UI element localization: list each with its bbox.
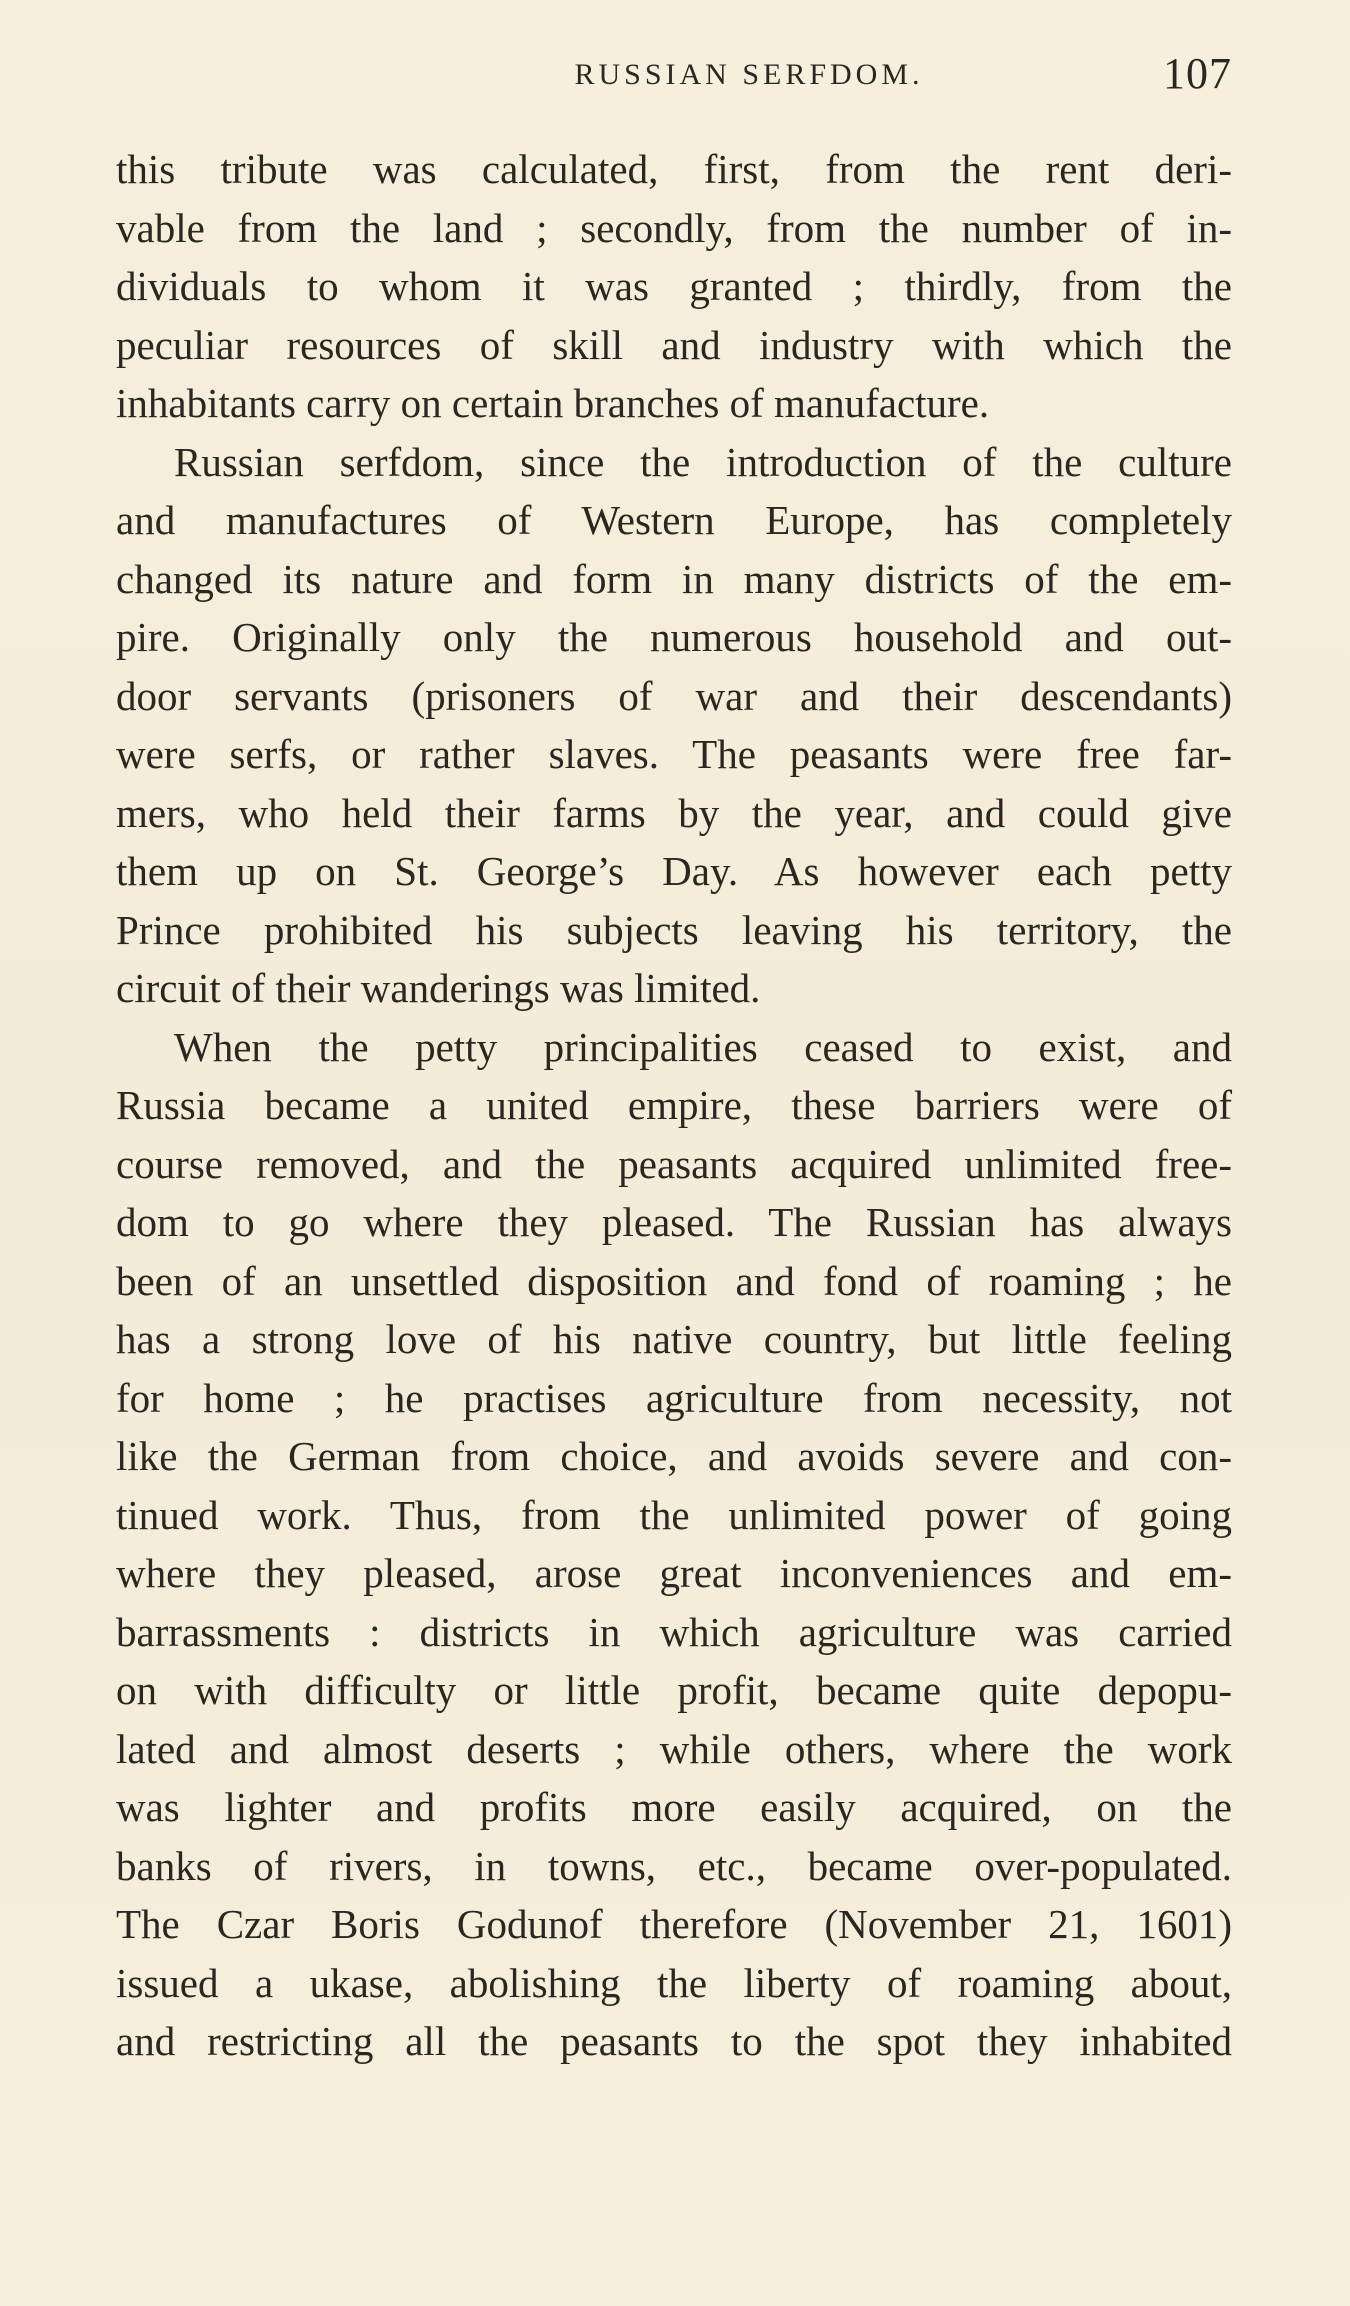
page-number: 107 <box>1163 49 1232 98</box>
text-line: like the German from choice, and avoids severe and con- <box>116 1433 1232 1479</box>
text-line: dividuals to whom it was granted ; thirdly, from the <box>116 263 1232 309</box>
text-line: where they pleased, arose great inconveniences and em- <box>116 1550 1232 1596</box>
text-line: Russia became a united empire, these barriers were of <box>116 1082 1232 1128</box>
text-line: has a strong love of his native country, but little feeling <box>116 1316 1232 1362</box>
text-line: were serfs, or rather slaves. The peasants were free far- <box>116 731 1232 777</box>
text-line: was lighter and profits more easily acquired, on the <box>116 1784 1232 1830</box>
text-line: Prince prohibited his subjects leaving his territory, the <box>116 906 1232 953</box>
text-line: mers, who held their farms by the year, and could give <box>116 789 1232 836</box>
running-head <box>116 48 1232 108</box>
text-line: barrassments : districts in which agriculture was carried <box>116 1608 1232 1655</box>
text-line: and restricting all the peasants to the spot they inhabited <box>116 2018 1232 2064</box>
text-line: for home ; he practises agriculture from necessity, not <box>116 1374 1232 1421</box>
text-line: and manufactures of Western Europe, has completely <box>116 497 1232 543</box>
paragraph-2 <box>116 433 1232 1018</box>
text-line: them up on St. George’s Day. As however each petty <box>116 848 1232 894</box>
text-line: vable from the land ; secondly, from the number of in- <box>116 204 1232 251</box>
text-line: course removed, and the peasants acquired unlimited free- <box>116 1140 1232 1187</box>
text-line: peculiar resources of skill and industry with which the <box>116 321 1232 368</box>
text-line: tinued work. Thus, from the unlimited power of going <box>116 1491 1232 1538</box>
text-line: pire. Originally only the numerous household and out- <box>116 614 1232 660</box>
text-line: circuit of their wanderings was limited. <box>116 965 761 1011</box>
text-line: changed its nature and form in many districts of the em- <box>116 555 1232 602</box>
text-line: inhabitants carry on certain branches of manufacture. <box>116 380 990 426</box>
text-line: lated and almost deserts ; while others, where the work <box>116 1725 1232 1772</box>
text-line: issued a ukase, abolishing the liberty of roaming about, <box>116 1959 1232 2006</box>
text-line: When the petty principalities ceased to exist, and <box>174 1023 1232 1070</box>
text-line: banks of rivers, in towns, etc., became over-populated. <box>116 1842 1232 1889</box>
text-line: Russian serfdom, since the introduction of the culture <box>174 438 1232 485</box>
paragraph-1 <box>116 140 1232 433</box>
text-line: door servants (prisoners of war and their descendants) <box>116 672 1232 719</box>
text-line: The Czar Boris Godunof therefore (November 21, 1601) <box>116 1901 1232 1947</box>
text-line: on with difficulty or little profit, became quite depopu- <box>116 1667 1232 1713</box>
body-text <box>116 140 1232 2071</box>
text-line: dom to go where they pleased. The Russian has always <box>116 1199 1232 1245</box>
text-line: been of an unsettled disposition and fond of roaming ; he <box>116 1257 1232 1304</box>
running-title: RUSSIAN SERFDOM. <box>574 58 924 91</box>
text-line: this tribute was calculated, first, from the rent deri- <box>116 146 1232 192</box>
paragraph-3 <box>116 1018 1232 2071</box>
